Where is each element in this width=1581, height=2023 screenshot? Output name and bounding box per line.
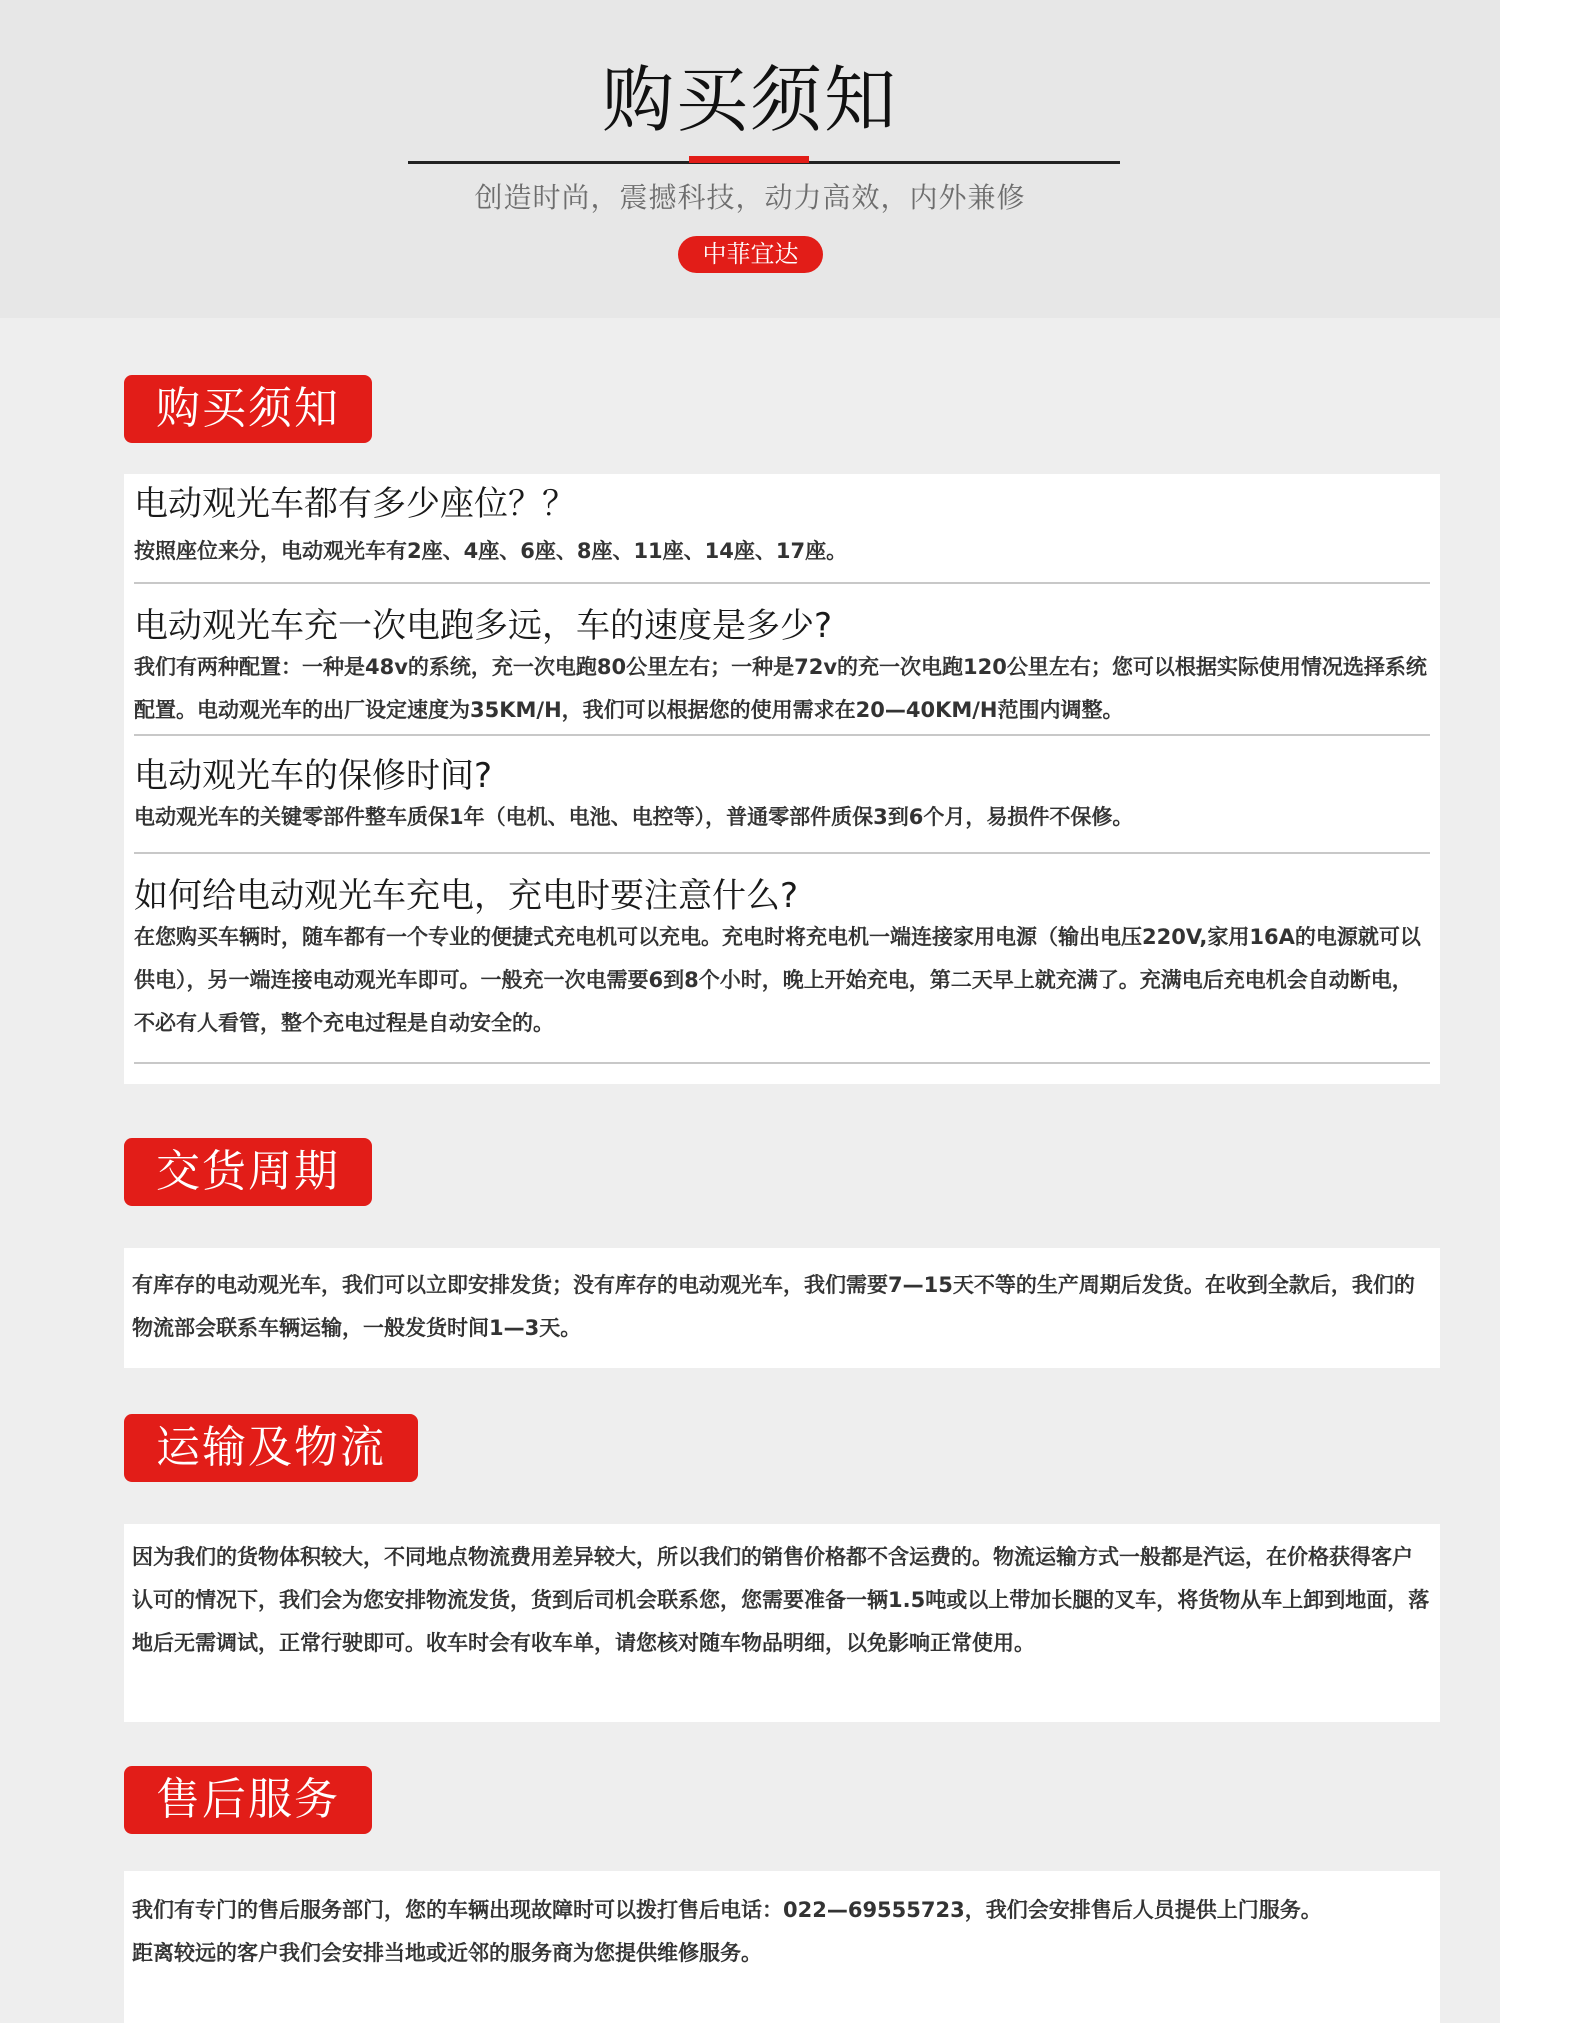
delivery-text: 有库存的电动观光车，我们可以立即安排发货；没有库存的电动观光车，我们需要7—15天不等的生产周期后发货。在收到全款后，我们的物流部会联系车辆运输，一般发货时间1—3天。 [132, 1273, 1415, 1340]
section-label-delivery: 交货周期 [124, 1138, 372, 1206]
after-sales-panel [124, 1871, 1440, 2023]
faq-answer: 按照座位来分，电动观光车有2座、4座、6座、8座、11座、14座、17座。 [134, 539, 848, 563]
faq-question: 电动观光车充一次电跑多远，车的速度是多少? [134, 606, 833, 646]
shipping-text: 因为我们的货物体积较大，不同地点物流费用差异较大，所以我们的销售价格都不含运费的。物流运输方式一般都是汽运，在价格获得客户认可的情况下，我们会为您安排物流发货，货到后司机会联系您，您需要准备一辆1.5吨或以上带加长腿的叉车，将货物从车上卸到地面，落地后无需调试，正常行驶即可。收车时会有收车单，请您核对随车物品明细，以免影响正常使用。 [132, 1545, 1430, 1655]
faq-question: 电动观光车的保修时间? [134, 756, 493, 796]
faq-answer: 我们有两种配置：一种是48v的系统，充一次电跑80公里左右；一种是72v的充一次电跑120公里左右；您可以根据实际使用情况选择系统配置。电动观光车的出厂设定速度为35KM/H，我们可以根据您的使用需求在20—40KM/H范围内调整。 [134, 655, 1427, 722]
page-subtitle: 创造时尚，震撼科技，动力高效，内外兼修 [474, 181, 1026, 214]
page-title: 购买须知 [601, 58, 898, 142]
after-sales-text [132, 1889, 1432, 1975]
shipping-panel [124, 1524, 1440, 1722]
section-label-notice: 购买须知 [124, 375, 372, 443]
after-sales-line: 距离较远的客户我们会安排当地或近邻的服务商为您提供维修服务。 [132, 1941, 762, 1965]
brand-badge: 中菲宜达 [678, 236, 823, 273]
faq-item [134, 854, 1430, 1064]
title-underline-accent [689, 156, 809, 163]
faq-item [134, 736, 1430, 854]
after-sales-line: 我们有专门的售后服务部门，您的车辆出现故障时可以拨打售后电话：022—69555723，我们会安排售后人员提供上门服务。 [132, 1898, 1322, 1922]
faq-answer: 在您购买车辆时，随车都有一个专业的便捷式充电机可以充电。充电时将充电机一端连接家用电源（输出电压220V,家用16A的电源就可以供电），另一端连接电动观光车即可。一般充一次电需要6到8个小时，晚上开始充电，第二天早上就充满了。充满电后充电机会自动断电，不必有人看管，整个充电过程是自动安全的。 [134, 925, 1421, 1035]
faq-question: 电动观光车都有多少座位？？ [134, 484, 576, 524]
faq-item [134, 584, 1430, 736]
faq-question: 如何给电动观光车充电，充电时要注意什么? [134, 876, 799, 916]
section-label-shipping: 运输及物流 [124, 1414, 418, 1482]
faq-panel [124, 474, 1440, 1084]
faq-answer: 电动观光车的关键零部件整车质保1年（电机、电池、电控等），普通零部件质保3到6个月，易损件不保修。 [134, 805, 1134, 829]
delivery-panel [124, 1248, 1440, 1368]
page-header [0, 0, 1500, 318]
faq-item [134, 474, 1430, 584]
section-label-after-sales: 售后服务 [124, 1766, 372, 1834]
